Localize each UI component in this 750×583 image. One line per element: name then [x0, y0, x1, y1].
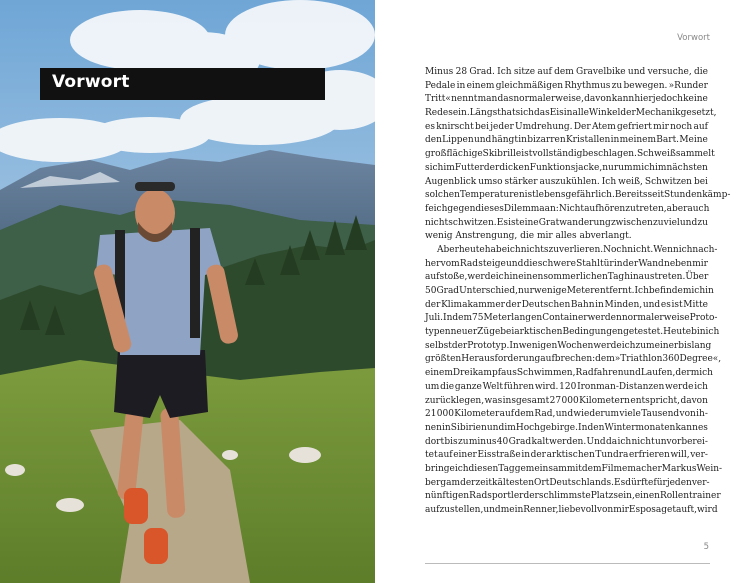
text-line: 50 Grad Unterschied, nur wenige Meter entfernt. Ich befinde mich in [425, 286, 714, 296]
text-line: aufstoße, werde ich in einen sommerlichen Tag hinaustreten. Über [425, 272, 709, 283]
text-line: Pedale in einem gleichmäßigen Rhythmus zu bewegen. »Runder [425, 80, 708, 91]
text-line: Rede sein. Längst hat sich das Eis in alle Winkel der Mechanik gesetzt, [425, 108, 717, 119]
footer-rule [425, 563, 710, 564]
text-line: berg am derzeit kältesten Ort Deutschlands. Es dürfte für jeden ver- [425, 477, 710, 488]
text-line: selbst der Prototyp. In wenigen Wochen werde ich zu meiner bislang [425, 340, 712, 351]
text-line: nen in Sibirien und im Hochgebirge. In den Wintermonaten kann es [425, 422, 708, 433]
text-line: her vom Rad steige und die schwere Stahltür in der Wand neben mir [425, 258, 708, 269]
text-line: zurücklegen, was insgesamt 27 000 Kilometern entspricht, davon [425, 395, 708, 406]
text-line: der Klimakammer der Deutschen Bahn in Minden, und es ist Mitte [425, 299, 708, 310]
text-line: 21 000 Kilometer auf dem Rad, und wiederum viele Tausend von ih- [425, 409, 708, 420]
text-line: um die ganze Welt führen wird. 120 Ironman-Distanzen werde ich [425, 381, 708, 392]
text-line: großflächige Skibrille ist vollständig beschlagen. Schweiß sammelt [425, 149, 715, 160]
text-line: nicht schwitzen. Es ist eine Gratwanderung zwischen zu viel und zu [425, 217, 708, 228]
text-line: es knirscht bei jeder Umdrehung. Der Atem gefriert mir noch auf [425, 121, 708, 132]
chapter-title-bar [40, 68, 325, 100]
text-line: größten Herausforderung aufbrechen: dem »Triathlon 360 Degree«, [425, 354, 722, 365]
text-line: aufzustellen, und mein Renner, liebevoll von mir Esposa getauft, wird [425, 505, 718, 515]
text-line: Juli. In dem 75 Meter langen Container werden normalerweise Proto- [425, 313, 718, 324]
text-line: Minus 28 Grad. Ich sitze auf dem Gravelbike und versuche, die [425, 67, 708, 77]
text-line: Aber heute habe ich nichts zu verlieren. Noch nicht. Wenn ich nach- [437, 244, 718, 255]
text-line: wenig Anstrengung, die mir alles abverlangt. [425, 231, 632, 242]
text-line: bringe ich diesen Tag gemeinsam mit dem Filmemacher Markus Wein- [425, 463, 723, 474]
text-line: nünftigen Radsportler der schlimmste Platz sein, einen Rollentrainer [425, 491, 721, 502]
page-number: 5 [703, 542, 709, 552]
text-line: typen neuer Züge bei arktischen Bedingungen getestet. Heute bin ich [425, 327, 720, 338]
text-line: den Lippen und hängt in bizarren Kristallen in meinem Bart. Meine [425, 135, 708, 146]
text-line: dort bis zu minus 40 Grad kalt werden. Und da ich nicht unvorberei- [425, 436, 708, 447]
text-line: Tritt« nennt man das normalerweise, davon kann hier jedoch keine [425, 94, 708, 105]
text-line: einem Dreikampf aus Schwimmen, Radfahren und Laufen, der mich [425, 368, 713, 379]
body-text [425, 66, 731, 518]
text-line: Augenblick umso stärker auszukühlen. Ich weiß, Schwitzen bei [425, 176, 708, 187]
text-line: solchen Temperaturen ist lebensgefährlich. Bereits seit Stunden kämp- [425, 190, 731, 201]
running-head: Vorwort [677, 33, 710, 43]
text-line: fe ich gegen dieses Dilemma an: Nicht aufhören zu treten, aber auch [425, 203, 710, 214]
text-page [375, 0, 750, 583]
text-line: sich im Futter der dicken Funktionsjacke, nur um mich im nächsten [425, 162, 708, 173]
text-line: tet auf einer Eisstraße in der arktischen Tundra erfrieren will, ver- [425, 450, 708, 461]
chapter-title: Vorwort [52, 72, 130, 92]
